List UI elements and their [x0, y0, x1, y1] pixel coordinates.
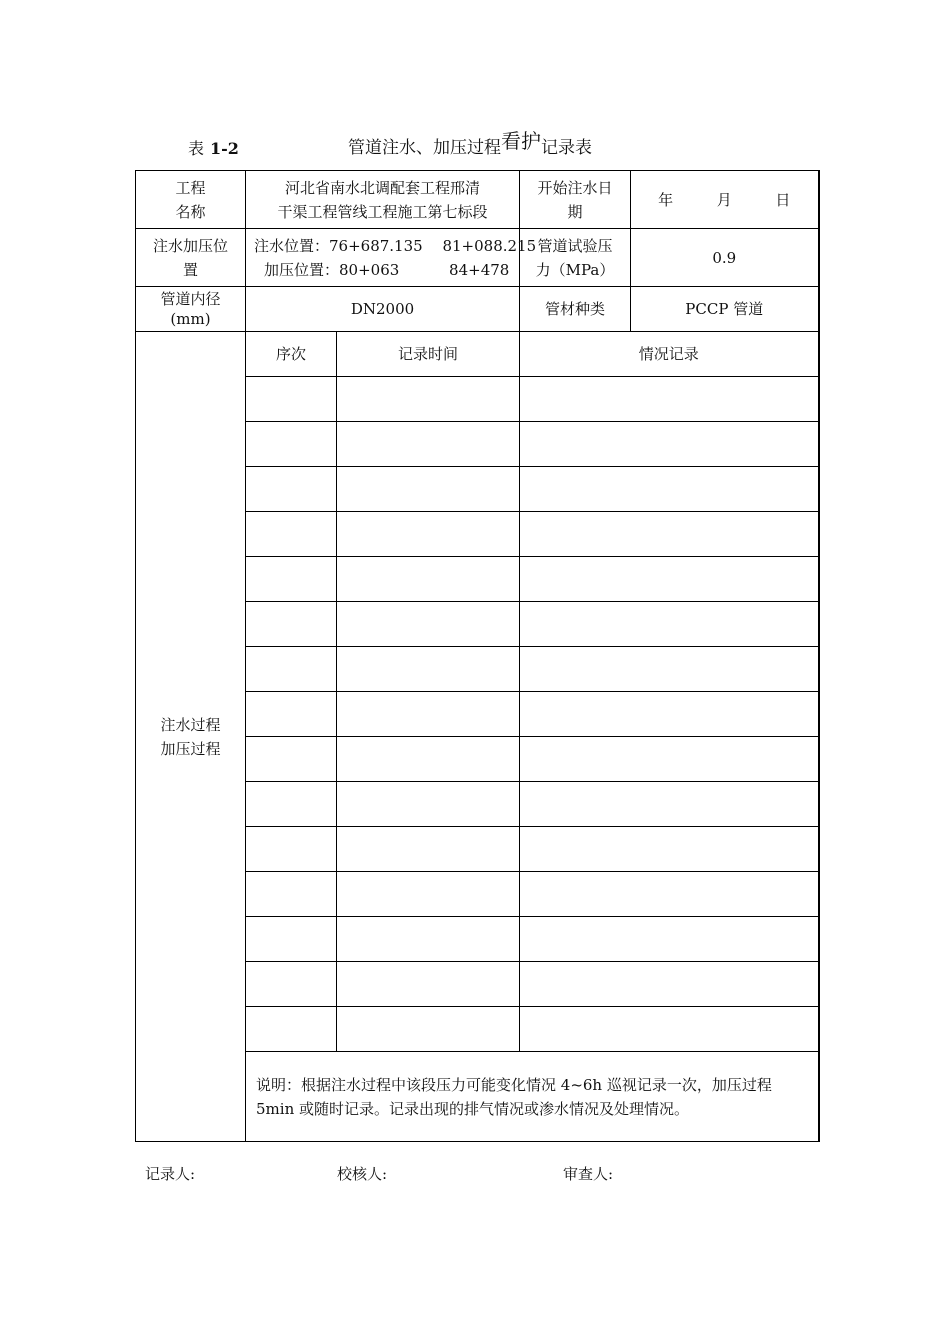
test-pressure-label-line-2: 力（MPa）	[535, 260, 615, 279]
status-cell[interactable]	[520, 962, 819, 1007]
time-cell[interactable]	[337, 512, 520, 557]
process-side-label	[136, 332, 246, 1142]
seq-cell[interactable]	[246, 377, 337, 422]
position-value	[246, 229, 537, 287]
row-diameter	[136, 287, 819, 332]
seq-cell[interactable]	[246, 512, 337, 557]
time-cell[interactable]	[337, 422, 520, 467]
status-cell[interactable]	[520, 692, 819, 737]
seq-cell[interactable]	[246, 827, 337, 872]
status-cell[interactable]	[520, 827, 819, 872]
diameter-value: DN2000	[246, 287, 520, 332]
seq-cell[interactable]	[246, 917, 337, 962]
seq-cell[interactable]	[246, 557, 337, 602]
time-cell[interactable]	[337, 557, 520, 602]
time-cell[interactable]	[337, 692, 520, 737]
table-number	[188, 136, 239, 159]
pressure-position-text: 加压位置：80+063 84+478	[264, 260, 510, 279]
test-pressure-label	[520, 229, 631, 287]
date-year-label: 年	[658, 190, 674, 209]
seq-cell[interactable]	[246, 962, 337, 1007]
material-label: 管材种类	[520, 287, 631, 332]
project-label-line-1: 工程	[175, 178, 206, 197]
project-value-line-1: 河北省南水北调配套工程邢清	[285, 178, 481, 197]
time-cell[interactable]	[337, 737, 520, 782]
document-title-row	[0, 130, 950, 162]
seq-cell[interactable]	[246, 467, 337, 512]
col-header-status: 情况记录	[520, 332, 819, 377]
seq-cell[interactable]	[246, 872, 337, 917]
date-day-label: 日	[775, 190, 791, 209]
reviewer-label: 审查人:	[563, 1165, 614, 1183]
status-cell[interactable]	[520, 512, 819, 557]
checker-label: 校核人:	[337, 1165, 388, 1183]
status-cell[interactable]	[520, 467, 819, 512]
test-pressure-value: 0.9	[631, 229, 819, 287]
time-cell[interactable]	[337, 1007, 520, 1052]
col-header-seq: 序次	[246, 332, 337, 377]
start-date-label	[520, 171, 631, 229]
project-value-line-2: 干渠工程管线工程施工第七标段	[277, 202, 488, 221]
side-label-line-2: 加压过程	[160, 739, 221, 758]
start-date-label-line-2: 期	[567, 202, 583, 221]
status-cell[interactable]	[520, 557, 819, 602]
seq-cell[interactable]	[246, 422, 337, 467]
material-value: PCCP 管道	[631, 287, 819, 332]
position-label-line-1: 注水加压位	[152, 236, 228, 255]
note-text: 说明：根据注水过程中该段压力可能变化情况 4~6h 巡视记录一次，加压过程 5min 或随时记录。记录出现的排气情况或渗水情况及处理情况。	[246, 1052, 819, 1142]
seq-cell[interactable]	[246, 737, 337, 782]
row-project	[136, 171, 819, 229]
project-name-label	[136, 171, 246, 229]
seq-cell[interactable]	[246, 1007, 337, 1052]
title-part-2: 看护	[501, 129, 541, 153]
status-cell[interactable]	[520, 1007, 819, 1052]
status-cell[interactable]	[520, 602, 819, 647]
time-cell[interactable]	[337, 962, 520, 1007]
time-cell[interactable]	[337, 872, 520, 917]
time-cell[interactable]	[337, 647, 520, 692]
status-cell[interactable]	[520, 872, 819, 917]
title-part-1: 管道注水、加压过程	[348, 138, 501, 158]
start-date-label-line-1: 开始注水日	[537, 178, 613, 197]
project-label-line-2: 名称	[175, 202, 206, 221]
table-number-value: 1-2	[210, 139, 239, 158]
time-cell[interactable]	[337, 377, 520, 422]
document-title	[348, 130, 592, 159]
seq-cell[interactable]	[246, 692, 337, 737]
status-cell[interactable]	[520, 647, 819, 692]
time-cell[interactable]	[337, 917, 520, 962]
side-label-line-1: 注水过程	[160, 715, 221, 734]
seq-cell[interactable]	[246, 782, 337, 827]
time-cell[interactable]	[337, 782, 520, 827]
records-header-row	[136, 332, 819, 377]
title-part-3: 记录表	[541, 138, 592, 158]
project-name-value	[246, 171, 520, 229]
status-cell[interactable]	[520, 917, 819, 962]
col-header-time: 记录时间	[337, 332, 520, 377]
row-position	[136, 229, 819, 287]
start-date-value[interactable]	[631, 171, 819, 229]
water-position-text: 注水位置：76+687.135 81+088.215	[254, 236, 537, 255]
status-cell[interactable]	[520, 737, 819, 782]
diameter-label-line-2: (mm)	[170, 310, 211, 328]
seq-cell[interactable]	[246, 647, 337, 692]
time-cell[interactable]	[337, 827, 520, 872]
position-label	[136, 229, 246, 287]
seq-cell[interactable]	[246, 602, 337, 647]
record-table	[135, 170, 820, 1142]
time-cell[interactable]	[337, 602, 520, 647]
status-cell[interactable]	[520, 422, 819, 467]
status-cell[interactable]	[520, 782, 819, 827]
position-label-line-2: 置	[182, 260, 198, 279]
diameter-label-line-1: 管道内径	[160, 290, 221, 308]
table-number-prefix: 表	[188, 139, 205, 158]
diameter-label	[136, 287, 246, 332]
test-pressure-label-line-1: 管道试验压	[537, 236, 613, 255]
status-cell[interactable]	[520, 377, 819, 422]
date-month-label: 月	[716, 190, 732, 209]
recorder-label: 记录人:	[145, 1165, 196, 1183]
time-cell[interactable]	[337, 467, 520, 512]
